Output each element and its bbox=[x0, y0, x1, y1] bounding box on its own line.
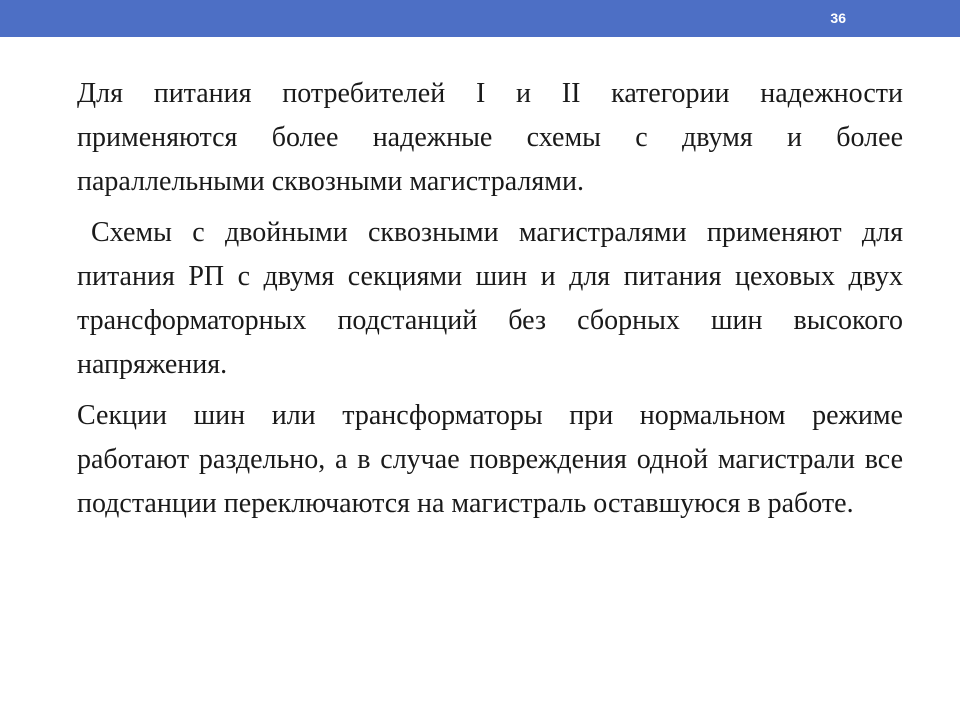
slide-body bbox=[77, 72, 903, 526]
header-bar bbox=[0, 0, 960, 37]
paragraph-1: Для питания потребителей I и II категории надежности применяются более надежные схемы с двумя и более параллельными сквозными магистралями. bbox=[77, 78, 903, 197]
paragraph-3: Секции шин или трансформаторы при нормальном режиме работают раздельно, а в случае повреждения одной магистрали все подстанции переключаются на магистраль оставшуюся в работе. bbox=[77, 400, 903, 519]
paragraph-2: Схемы с двойными сквозными магистралями применяют для питания РП с двумя секциями шин и для питания цеховых двух трансформаторных подстанций без сборных шин высокого напряжения. bbox=[77, 217, 903, 380]
slide-number: 36 bbox=[830, 10, 846, 26]
